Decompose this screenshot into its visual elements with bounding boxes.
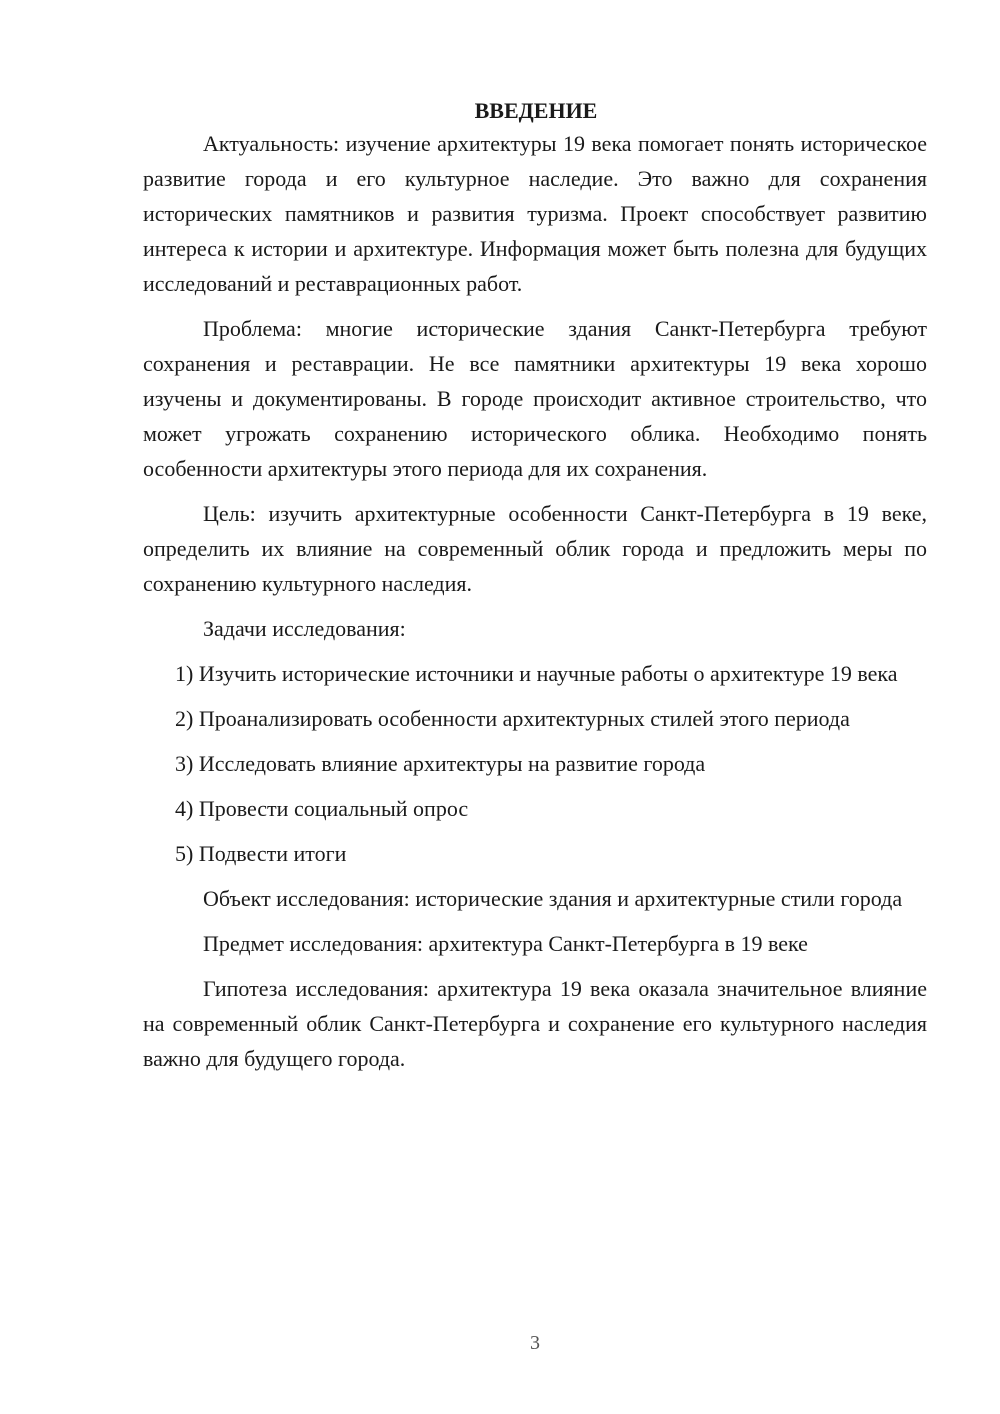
page-number: 3: [530, 1332, 540, 1354]
paragraph-subject: Предмет исследования: архитектура Санкт-Петербурга в 19 веке: [203, 931, 808, 956]
paragraph-relevance: Актуальность: изучение архитектуры 19 века помогает понять историческое развитие города и его культурное наследие. Это важно для сохранения исторических памятников и развития туризма. Проект способствует развитию интереса к истории и архитектуре. Информация может быть полезна для будущих исследований и реставрационных работ.: [143, 131, 927, 296]
task-item-1: 1) Изучить исторические источники и научные работы о архитектуре 19 века: [175, 661, 898, 686]
document-page: [143, 96, 927, 1086]
paragraph-goal: Цель: изучить архитектурные особенности Санкт-Петербурга в 19 веке, определить их влияние на современный облик города и предложить меры по сохранению культурного наследия.: [143, 501, 927, 596]
paragraph-object: Объект исследования: исторические здания и архитектурные стили города: [203, 886, 903, 911]
task-item-5: 5) Подвести итоги: [175, 841, 347, 866]
task-item-3: 3) Исследовать влияние архитектуры на развитие города: [175, 751, 706, 776]
task-item-4: 4) Провести социальный опрос: [175, 796, 469, 821]
section-heading: ВВЕДЕНИЕ: [474, 98, 598, 123]
paragraph-tasks-heading: Задачи исследования:: [203, 616, 406, 641]
paragraph-hypothesis: Гипотеза исследования: архитектура 19 века оказала значительное влияние на современный облик Санкт-Петербурга и сохранение его культурного наследия важно для будущего города.: [143, 976, 927, 1071]
task-item-2: 2) Проанализировать особенности архитектурных стилей этого периода: [175, 706, 850, 731]
paragraph-problem: Проблема: многие исторические здания Санкт-Петербурга требуют сохранения и реставрации. Не все памятники архитектуры 19 века хорошо изучены и документированы. В городе происходит активное строительство, что может угрожать сохранению исторического облика. Необходимо понять особенности архитектуры этого периода для их сохранения.: [143, 316, 927, 481]
